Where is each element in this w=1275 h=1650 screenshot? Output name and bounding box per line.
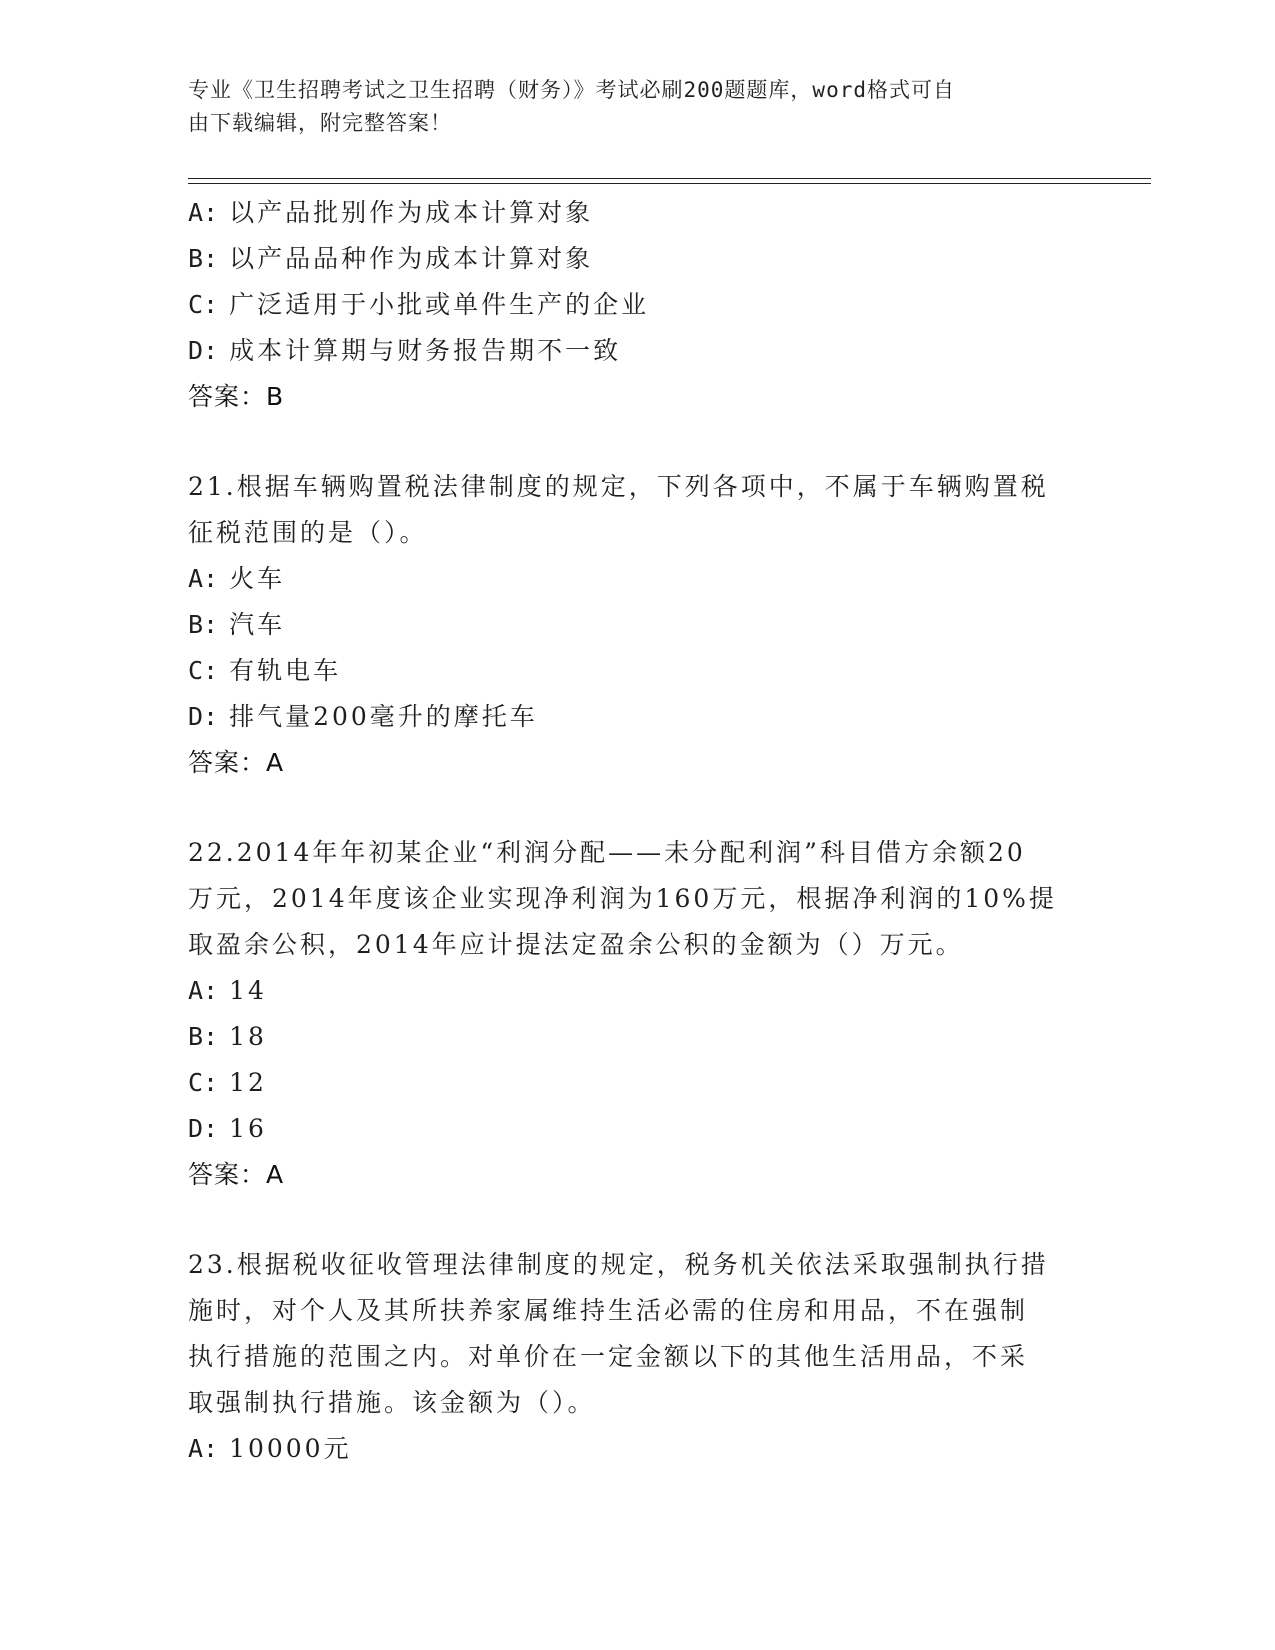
option-text: 以产品批别作为成本计算对象 [229, 198, 594, 227]
option-b [188, 602, 1088, 648]
question-stem-line: 征税范围的是（）。 [188, 518, 428, 547]
option-letter: D: [188, 336, 219, 365]
option-letter: C: [188, 656, 219, 685]
option-text: 14 [229, 976, 267, 1005]
option-a [188, 968, 1088, 1014]
option-letter: B: [188, 1022, 219, 1051]
document-header [188, 74, 1088, 140]
option-b [188, 236, 1088, 282]
option-letter: C: [188, 1068, 219, 1097]
option-letter: D: [188, 1114, 219, 1143]
option-d [188, 694, 1088, 740]
question-stem-line: 取强制执行措施。该金额为（）。 [188, 1388, 596, 1417]
option-text: 汽车 [229, 610, 286, 639]
option-text: 排气量200毫升的摩托车 [229, 702, 538, 731]
header-rule-bottom [188, 183, 1151, 184]
option-text: 成本计算期与财务报告期不一致 [229, 336, 622, 365]
option-text: 有轨电车 [229, 656, 342, 685]
header-line-2: 由下载编辑，附完整答案！ [188, 111, 452, 135]
option-c [188, 1060, 1088, 1106]
option-a [188, 1426, 1088, 1472]
answer-line: 答案：B [188, 382, 285, 411]
option-text: 18 [229, 1022, 267, 1051]
option-text: 10000元 [229, 1434, 352, 1463]
option-letter: B: [188, 610, 219, 639]
question-stem-line: 22.2014年年初某企业“利润分配——未分配利润”科目借方余额20 [188, 838, 1026, 867]
option-letter: A: [188, 1434, 219, 1463]
question-21 [188, 464, 1088, 786]
option-letter: D: [188, 702, 219, 731]
option-b [188, 1014, 1088, 1060]
option-c [188, 648, 1088, 694]
option-text: 广泛适用于小批或单件生产的企业 [229, 290, 650, 319]
option-a [188, 556, 1088, 602]
option-letter: A: [188, 564, 219, 593]
question-22 [188, 830, 1088, 1198]
option-letter: B: [188, 244, 219, 273]
question-20-continued [188, 190, 1088, 420]
option-text: 以产品品种作为成本计算对象 [229, 244, 594, 273]
question-stem-line: 万元，2014年度该企业实现净利润为160万元，根据净利润的10%提 [188, 884, 1057, 913]
header-line-1: 专业《卫生招聘考试之卫生招聘（财务）》考试必刷200题题库，word格式可自 [188, 78, 955, 102]
option-letter: A: [188, 976, 219, 1005]
option-text: 火车 [229, 564, 286, 593]
option-letter: A: [188, 198, 219, 227]
question-stem-line: 21.根据车辆购置税法律制度的规定，下列各项中，不属于车辆购置税 [188, 472, 1049, 501]
option-d [188, 328, 1088, 374]
answer-line: 答案：A [188, 1160, 285, 1189]
question-stem-line: 执行措施的范围之内。对单价在一定金额以下的其他生活用品，不采 [188, 1342, 1029, 1371]
answer-line: 答案：A [188, 748, 285, 777]
option-letter: C: [188, 290, 219, 319]
header-rule-top [188, 178, 1151, 179]
option-text: 12 [229, 1068, 267, 1097]
document-body [188, 190, 1088, 1472]
option-a [188, 190, 1088, 236]
question-23 [188, 1242, 1088, 1472]
question-stem-line: 施时，对个人及其所扶养家属维持生活必需的住房和用品，不在强制 [188, 1296, 1029, 1325]
option-c [188, 282, 1088, 328]
option-text: 16 [229, 1114, 267, 1143]
option-d [188, 1106, 1088, 1152]
question-stem-line: 取盈余公积，2014年应计提法定盈余公积的金额为（）万元。 [188, 930, 964, 959]
question-stem-line: 23.根据税收征收管理法律制度的规定，税务机关依法采取强制执行措 [188, 1250, 1049, 1279]
